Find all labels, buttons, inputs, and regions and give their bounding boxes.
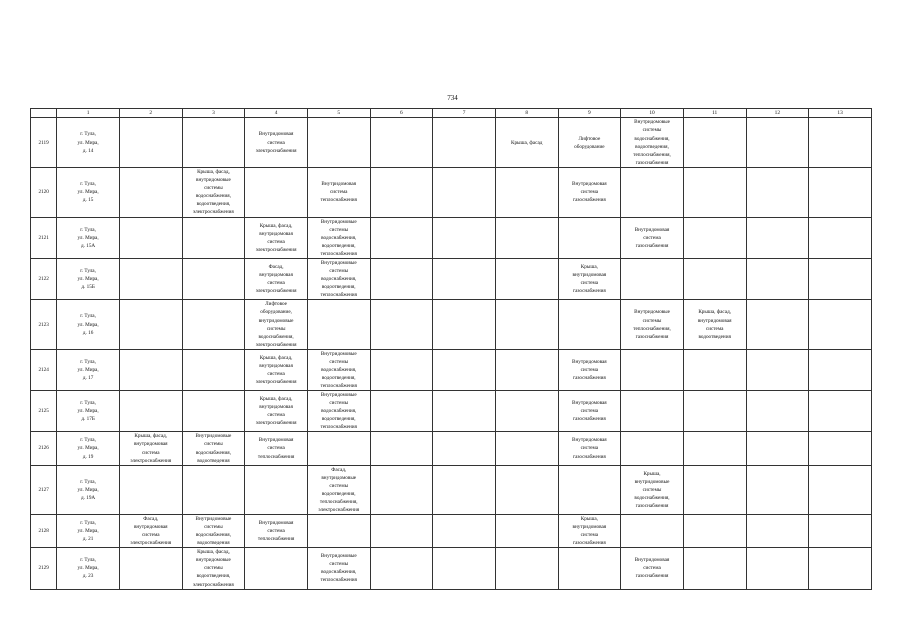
work-type-cell <box>558 167 621 217</box>
cell-text: Внутридомовые системы водоснабжения, водоотведения <box>195 433 232 464</box>
work-type-cell <box>746 515 809 548</box>
work-type-cell <box>119 548 182 589</box>
work-type-cell <box>809 465 872 514</box>
work-type-cell <box>245 548 308 589</box>
work-type-cell <box>746 217 809 258</box>
work-type-cell <box>809 515 872 548</box>
cell-text: Крыша, фасад, внутридомовая система электроснабжения <box>255 354 297 385</box>
work-type-cell <box>119 515 182 548</box>
work-type-cell <box>495 548 558 589</box>
column-header: 6 <box>370 109 433 118</box>
row-number-cell <box>31 259 57 300</box>
address-cell <box>57 167 120 217</box>
column-header: 5 <box>307 109 370 118</box>
column-header: 1 <box>57 109 120 118</box>
header-blank <box>31 109 57 118</box>
work-type-cell <box>433 167 496 217</box>
table-row <box>31 300 872 349</box>
work-type-cell <box>307 391 370 432</box>
work-type-cell <box>182 391 245 432</box>
work-type-cell <box>809 217 872 258</box>
cell-text: Фасад, внутридомовые системы водоотведения, теплоснабжения, электроснабжения <box>318 466 360 513</box>
cell-text: Внутридомовые системы водоснабжения, водоотведения, теплоснабжения, газоснабжения <box>633 119 671 166</box>
work-type-cell <box>433 391 496 432</box>
work-type-cell <box>307 465 370 514</box>
work-type-cell <box>746 391 809 432</box>
cell-text: Внутридомовая система газоснабжения <box>634 557 670 580</box>
work-type-cell <box>433 259 496 300</box>
work-type-cell <box>621 118 684 167</box>
cell-text: Внутридомовая система газоснабжения <box>572 400 607 423</box>
work-type-cell <box>621 432 684 465</box>
work-type-cell <box>182 548 245 589</box>
work-type-cell <box>245 515 308 548</box>
row-number-cell <box>31 548 57 589</box>
cell-text: г. Тула, ул. Мира, д. 21 <box>77 520 99 543</box>
work-type-cell <box>182 300 245 349</box>
cell-text: 2123 <box>38 321 49 328</box>
work-type-cell <box>182 349 245 390</box>
work-type-cell <box>495 432 558 465</box>
work-type-cell <box>182 217 245 258</box>
work-type-cell <box>809 167 872 217</box>
work-type-cell <box>182 167 245 217</box>
work-type-cell <box>370 300 433 349</box>
work-type-cell <box>433 217 496 258</box>
work-type-cell <box>119 391 182 432</box>
work-type-cell <box>495 118 558 167</box>
cell-text: 2121 <box>38 234 49 241</box>
work-type-cell <box>307 432 370 465</box>
work-type-cell <box>433 465 496 514</box>
work-type-cell <box>746 167 809 217</box>
row-number-cell <box>31 300 57 349</box>
column-header: 8 <box>495 109 558 118</box>
address-cell <box>57 465 120 514</box>
work-type-cell <box>558 259 621 300</box>
cell-text: 2120 <box>38 189 49 196</box>
work-type-cell <box>245 259 308 300</box>
cell-text: г. Тула, ул. Мира, д. 15 <box>77 181 99 204</box>
work-type-cell <box>621 217 684 258</box>
column-header: 7 <box>433 109 496 118</box>
cell-text: Внутридомовые системы водоснабжения, водоотведения, теплоснабжения <box>320 260 357 299</box>
work-type-cell <box>370 432 433 465</box>
work-type-cell <box>558 548 621 589</box>
work-type-cell <box>621 465 684 514</box>
work-type-cell <box>683 515 746 548</box>
row-number-cell <box>31 391 57 432</box>
work-type-cell <box>370 259 433 300</box>
table-row <box>31 259 872 300</box>
work-type-cell <box>558 465 621 514</box>
column-header: 2 <box>119 109 182 118</box>
row-number-cell <box>31 465 57 514</box>
work-type-cell <box>683 118 746 167</box>
work-type-cell <box>683 391 746 432</box>
work-type-cell <box>119 432 182 465</box>
cell-text: Внутридомовая система теплоснабжения <box>257 437 295 460</box>
column-header: 10 <box>621 109 684 118</box>
work-type-cell <box>809 259 872 300</box>
table-body <box>31 118 872 589</box>
work-type-cell <box>495 391 558 432</box>
work-type-cell <box>621 259 684 300</box>
work-type-cell <box>245 118 308 167</box>
work-type-cell <box>245 349 308 390</box>
work-type-cell <box>370 391 433 432</box>
address-cell <box>57 217 120 258</box>
work-type-cell <box>182 118 245 167</box>
work-type-cell <box>370 548 433 589</box>
address-cell <box>57 515 120 548</box>
work-type-cell <box>245 432 308 465</box>
work-type-cell <box>495 217 558 258</box>
work-type-cell <box>683 300 746 349</box>
cell-text: 2127 <box>38 486 49 493</box>
cell-text: Внутридомовая система газоснабжения <box>572 181 607 204</box>
housing-repair-table <box>30 108 872 590</box>
work-type-cell <box>683 432 746 465</box>
work-type-cell <box>809 300 872 349</box>
work-type-cell <box>495 349 558 390</box>
column-number-row <box>31 109 872 118</box>
row-number-cell <box>31 515 57 548</box>
work-type-cell <box>245 217 308 258</box>
work-type-cell <box>119 118 182 167</box>
column-header: 3 <box>182 109 245 118</box>
work-type-cell <box>119 217 182 258</box>
work-type-cell <box>683 259 746 300</box>
row-number-cell <box>31 167 57 217</box>
row-number-cell <box>31 217 57 258</box>
cell-text: г. Тула, ул. Мира, д. 17Б <box>77 400 99 423</box>
work-type-cell <box>370 465 433 514</box>
work-type-cell <box>558 432 621 465</box>
work-type-cell <box>370 515 433 548</box>
work-type-cell <box>433 118 496 167</box>
work-type-cell <box>621 515 684 548</box>
cell-text: Внутридомовая система электроснабжения <box>255 131 297 154</box>
table-row <box>31 391 872 432</box>
cell-text: г. Тула, ул. Мира, д. 15Б <box>77 268 99 291</box>
work-type-cell <box>307 217 370 258</box>
column-header: 9 <box>558 109 621 118</box>
table-row <box>31 118 872 167</box>
address-cell <box>57 259 120 300</box>
cell-text: 2126 <box>38 445 49 452</box>
cell-text: 2119 <box>38 139 49 146</box>
cell-text: Крыша, внутридомовая система газоснабжения <box>572 516 607 547</box>
work-type-cell <box>182 465 245 514</box>
work-type-cell <box>558 217 621 258</box>
work-type-cell <box>746 259 809 300</box>
cell-text: Крыша, фасад, внутридомовая система электроснабжения <box>255 222 297 253</box>
cell-text: Крыша, фасад, внутридомовая система электроснабжения <box>255 396 297 427</box>
table-row <box>31 465 872 514</box>
address-cell <box>57 349 120 390</box>
cell-text: г. Тула, ул. Мира, д. 15А <box>77 226 99 249</box>
work-type-cell <box>433 300 496 349</box>
column-header: 4 <box>245 109 308 118</box>
cell-text: Крыша, фасад, внутридомовые системы водоснабжения, водоотведения, электроснабжения <box>193 169 234 216</box>
work-type-cell <box>558 391 621 432</box>
cell-text: Внутридомовые системы водоснабжения, водоотведения, теплоснабжения <box>320 350 357 389</box>
work-type-cell <box>307 515 370 548</box>
row-number-cell <box>31 118 57 167</box>
work-type-cell <box>683 548 746 589</box>
cell-text: Крыша, фасад, внутридомовые системы водоотведения, электроснабжения <box>193 549 234 588</box>
cell-text: 2128 <box>38 528 49 535</box>
address-cell <box>57 300 120 349</box>
row-number-cell <box>31 432 57 465</box>
work-type-cell <box>245 391 308 432</box>
cell-text: г. Тула, ул. Мира, д. 16 <box>77 313 99 336</box>
work-type-cell <box>307 118 370 167</box>
cell-text: г. Тула, ул. Мира, д. 17 <box>77 358 99 381</box>
work-type-cell <box>558 515 621 548</box>
work-type-cell <box>182 432 245 465</box>
table-row <box>31 515 872 548</box>
work-type-cell <box>495 300 558 349</box>
work-type-cell <box>621 300 684 349</box>
work-type-cell <box>746 300 809 349</box>
cell-text: Внутридомовые системы теплоснабжения, газоснабжения <box>633 309 671 340</box>
work-type-cell <box>245 465 308 514</box>
cell-text: Фасад, внутридомовая система электроснабжения <box>130 516 172 547</box>
work-type-cell <box>307 349 370 390</box>
work-type-cell <box>119 349 182 390</box>
work-type-cell <box>809 548 872 589</box>
table-row <box>31 432 872 465</box>
column-header: 13 <box>809 109 872 118</box>
work-type-cell <box>809 349 872 390</box>
work-type-cell <box>307 300 370 349</box>
work-type-cell <box>119 259 182 300</box>
work-type-cell <box>495 167 558 217</box>
cell-text: г. Тула, ул. Мира, д. 19А <box>77 478 99 501</box>
address-cell <box>57 391 120 432</box>
work-type-cell <box>182 259 245 300</box>
work-type-cell <box>495 465 558 514</box>
page-number: 734 <box>447 94 458 102</box>
work-type-cell <box>370 349 433 390</box>
work-type-cell <box>119 167 182 217</box>
cell-text: Крыша, фасад <box>511 139 543 146</box>
table-row <box>31 217 872 258</box>
work-type-cell <box>245 167 308 217</box>
cell-text: Внутридомовые системы водоснабжения, водоотведения, теплоснабжения <box>320 392 357 431</box>
address-cell <box>57 548 120 589</box>
table-row <box>31 548 872 589</box>
work-type-cell <box>370 167 433 217</box>
cell-text: г. Тула, ул. Мира, д. 14 <box>77 131 99 154</box>
work-type-cell <box>307 167 370 217</box>
work-type-cell <box>495 515 558 548</box>
cell-text: Внутридомовая система газоснабжения <box>572 358 607 381</box>
work-type-cell <box>621 391 684 432</box>
work-type-cell <box>746 349 809 390</box>
cell-text: Внутридомовые системы водоснабжения, водоотведения <box>195 516 232 547</box>
work-type-cell <box>119 300 182 349</box>
cell-text: Крыша, фасад, внутридомовая система водоотведения <box>697 309 732 340</box>
work-type-cell <box>621 167 684 217</box>
cell-text: Внутридомовая система теплоснабжения <box>320 181 357 204</box>
work-type-cell <box>558 300 621 349</box>
address-cell <box>57 118 120 167</box>
work-type-cell <box>809 118 872 167</box>
cell-text: Внутридомовые системы водоснабжения, теплоснабжения <box>320 553 357 584</box>
cell-text: 2125 <box>38 408 49 415</box>
cell-text: Лифтовое оборудование, внутридомовые системы водоснабжения, электроснабжения <box>255 301 297 348</box>
work-type-cell <box>182 515 245 548</box>
work-type-cell <box>809 391 872 432</box>
table-row <box>31 349 872 390</box>
work-type-cell <box>746 465 809 514</box>
work-type-cell <box>621 548 684 589</box>
work-type-cell <box>746 548 809 589</box>
cell-text: г. Тула, ул. Мира, д. 23 <box>77 557 99 580</box>
cell-text: Крыша, фасад, внутридомовая система электроснабжения <box>130 433 172 464</box>
work-type-cell <box>683 217 746 258</box>
work-type-cell <box>370 118 433 167</box>
work-type-cell <box>370 217 433 258</box>
work-type-cell <box>495 259 558 300</box>
table-row <box>31 167 872 217</box>
cell-text: 2129 <box>38 565 49 572</box>
cell-text: 2124 <box>38 366 49 373</box>
work-type-cell <box>119 465 182 514</box>
work-type-cell <box>558 349 621 390</box>
column-header: 11 <box>683 109 746 118</box>
work-type-cell <box>307 259 370 300</box>
work-type-cell <box>683 167 746 217</box>
column-header: 12 <box>746 109 809 118</box>
cell-text: Внутридомовые системы водоснабжения, водоотведения, теплоснабжения <box>320 218 357 257</box>
work-type-cell <box>433 515 496 548</box>
cell-text: г. Тула, ул. Мира, д. 19 <box>77 437 99 460</box>
cell-text: Внутридомовая система газоснабжения <box>634 226 670 249</box>
cell-text: Внутридомовая система газоснабжения <box>572 437 607 460</box>
work-type-cell <box>809 432 872 465</box>
work-type-cell <box>683 465 746 514</box>
work-type-cell <box>558 118 621 167</box>
work-type-cell <box>433 349 496 390</box>
work-type-cell <box>433 548 496 589</box>
cell-text: Внутридомовая система теплоснабжения <box>257 520 295 543</box>
row-number-cell <box>31 349 57 390</box>
cell-text: Крыша, внутридомовая система газоснабжения <box>572 264 607 295</box>
address-cell <box>57 432 120 465</box>
cell-text: Фасад, внутридомовая система электроснабжения <box>255 264 297 295</box>
work-type-cell <box>746 432 809 465</box>
work-type-cell <box>245 300 308 349</box>
work-type-cell <box>683 349 746 390</box>
work-type-cell <box>621 349 684 390</box>
work-type-cell <box>307 548 370 589</box>
work-type-cell <box>746 118 809 167</box>
cell-text: 2122 <box>38 276 49 283</box>
work-type-cell <box>433 432 496 465</box>
cell-text: Крыша, внутридомовые системы водоснабжения, газоснабжения <box>634 470 670 509</box>
cell-text: Лифтовое оборудование <box>574 135 605 150</box>
